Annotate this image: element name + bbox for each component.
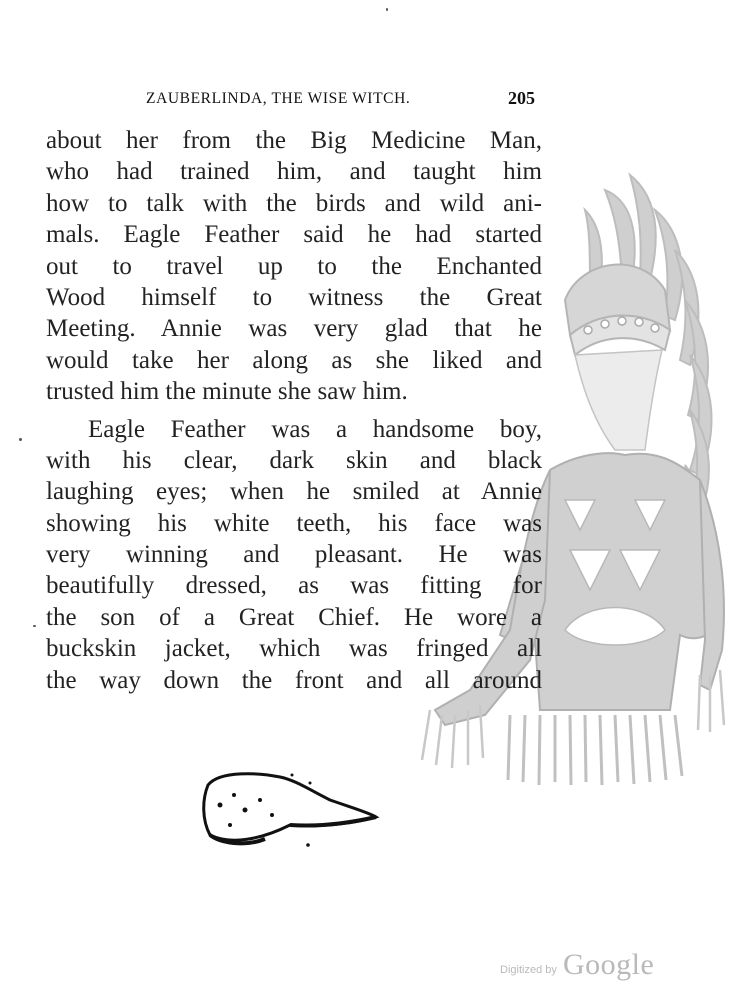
text-line: would take her along as she liked and xyxy=(46,346,542,374)
text-line: the way down the front and all around xyxy=(46,666,542,694)
scan-speck xyxy=(19,438,22,441)
text-line: mals. Eagle Feather said he had started xyxy=(46,221,542,249)
text-line: how to talk with the birds and wild ani- xyxy=(46,189,542,217)
text-line: who had trained him, and taught him xyxy=(46,158,542,186)
text-line: laughing eyes; when he smiled at Annie xyxy=(46,478,542,506)
moccasin-illustration xyxy=(200,765,380,855)
text-line: Eagle Feather was a handsome boy, xyxy=(88,415,542,443)
body-text xyxy=(46,125,542,696)
text-line: very winning and pleasant. He was xyxy=(46,541,542,569)
text-line: Wood himself to witness the Great xyxy=(46,283,542,311)
running-title: ZAUBERLINDA, THE WISE WITCH. xyxy=(146,90,411,107)
text-line: beautifully dressed, as was fitting for xyxy=(46,572,542,600)
text-line: about her from the Big Medicine Man, xyxy=(46,127,542,154)
text-line: Meeting. Annie was very glad that he xyxy=(46,315,542,343)
scan-speck xyxy=(386,8,388,11)
google-logo: Google xyxy=(563,948,655,981)
page-number: 205 xyxy=(508,88,535,108)
text-line: showing his white teeth, his face was xyxy=(46,509,542,537)
text-line: the son of a Great Chief. He wore a xyxy=(46,603,542,631)
scan-speck xyxy=(33,625,36,627)
digitized-watermark xyxy=(500,950,700,990)
text-line: with his clear, dark skin and black xyxy=(46,446,542,474)
text-line: trusted him the minute she saw him. xyxy=(46,378,408,406)
text-line: out to travel up to the Enchanted xyxy=(46,252,542,280)
text-line: buckskin jacket, which was fringed all xyxy=(46,635,542,663)
page-header xyxy=(0,88,739,114)
digitized-label: Digitized by xyxy=(500,964,557,976)
